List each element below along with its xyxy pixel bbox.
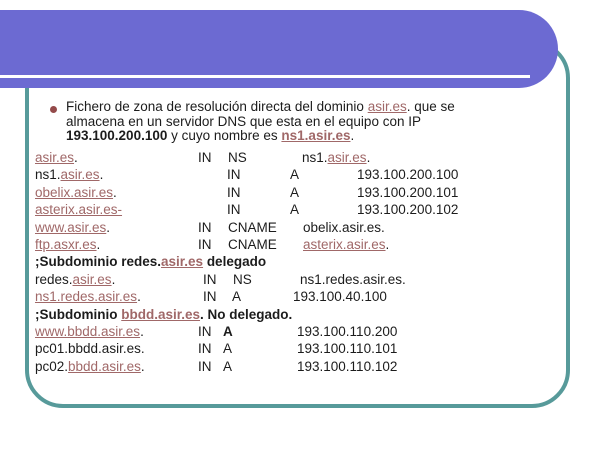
hyperlink[interactable]: asir.es bbox=[72, 271, 112, 287]
hyperlink[interactable]: asterix.asir.es bbox=[303, 236, 386, 252]
text-segment: redes. bbox=[35, 271, 73, 287]
record-field bbox=[357, 201, 458, 218]
text-segment: . bbox=[96, 236, 101, 252]
dns-record-line bbox=[35, 271, 406, 288]
hyperlink[interactable]: asir.es bbox=[60, 167, 100, 183]
record-field bbox=[203, 271, 217, 288]
record-field bbox=[290, 201, 299, 218]
text-segment: . que se bbox=[406, 99, 455, 114]
text-segment: . bbox=[350, 128, 355, 144]
text-segment: IN bbox=[198, 150, 212, 165]
text-segment: A bbox=[223, 341, 233, 357]
text-segment: IN bbox=[203, 289, 217, 305]
hyperlink[interactable]: ns1.redes.asir.es bbox=[35, 289, 138, 305]
dns-record-line bbox=[35, 306, 292, 323]
text-segment: ns1. bbox=[35, 167, 61, 183]
text-segment: pc02. bbox=[35, 358, 69, 374]
text-segment: . bbox=[74, 150, 78, 165]
text-segment: A bbox=[223, 358, 233, 374]
text-segment: . bbox=[111, 271, 116, 287]
record-field bbox=[223, 340, 232, 357]
record-field bbox=[290, 184, 299, 201]
record-field bbox=[303, 236, 389, 253]
text-segment: 193.100.40.100 bbox=[293, 289, 387, 305]
record-field bbox=[228, 219, 277, 236]
record-field bbox=[357, 166, 458, 183]
dns-record-line bbox=[35, 358, 398, 375]
record-field bbox=[35, 220, 110, 235]
record-field bbox=[232, 288, 241, 305]
dns-record-line bbox=[35, 201, 459, 218]
dns-record-line bbox=[35, 288, 387, 305]
record-field bbox=[35, 272, 115, 287]
dns-record-line bbox=[35, 323, 398, 340]
record-field bbox=[35, 202, 122, 217]
text-segment: ns1.redes.asir.es. bbox=[300, 271, 406, 287]
record-field bbox=[357, 184, 458, 201]
dns-record-line bbox=[35, 219, 385, 236]
record-field bbox=[198, 340, 212, 357]
record-field bbox=[35, 359, 145, 374]
record-field bbox=[35, 254, 266, 269]
bullet-icon bbox=[50, 106, 57, 113]
bullet-paragraph bbox=[66, 100, 546, 144]
text-segment: NS bbox=[233, 271, 252, 287]
text-segment: IN bbox=[203, 271, 217, 287]
hyperlink[interactable]: obelix.asir.es bbox=[35, 184, 114, 200]
record-field bbox=[227, 184, 241, 201]
text-segment: NS bbox=[228, 150, 247, 165]
dns-record-line bbox=[35, 149, 371, 166]
dns-record-line bbox=[35, 340, 398, 357]
text-segment: A bbox=[290, 167, 300, 183]
record-field bbox=[35, 237, 100, 252]
record-field bbox=[290, 166, 299, 183]
record-field bbox=[227, 166, 241, 183]
hyperlink[interactable]: asterix.asir.es- bbox=[35, 202, 123, 218]
record-field bbox=[302, 149, 370, 166]
record-field bbox=[300, 271, 406, 288]
record-field bbox=[227, 201, 241, 218]
text-segment: 193.100.110.101 bbox=[297, 341, 398, 357]
record-field bbox=[198, 358, 212, 375]
record-field bbox=[35, 307, 292, 322]
text-segment: 193.100.200.101 bbox=[357, 184, 459, 200]
record-field bbox=[35, 341, 145, 356]
text-segment: 193.100.110.200 bbox=[297, 323, 398, 339]
text-segment: IN bbox=[198, 358, 212, 374]
text-segment: y cuyo nombre es bbox=[167, 128, 282, 144]
paragraph-line bbox=[66, 100, 546, 115]
text-segment: ns1. bbox=[302, 150, 328, 165]
hyperlink[interactable]: asir.es bbox=[327, 150, 367, 165]
record-field bbox=[198, 236, 212, 253]
text-segment: . bbox=[200, 306, 208, 322]
hyperlink[interactable]: bbdd.asir.es bbox=[68, 358, 141, 374]
text-segment: 193.100.200.102 bbox=[357, 202, 459, 218]
record-field bbox=[35, 167, 103, 182]
record-field bbox=[35, 150, 78, 165]
text-segment: A bbox=[232, 289, 242, 305]
text-segment: IN bbox=[198, 323, 212, 339]
text-segment: IN bbox=[198, 219, 212, 235]
text-segment: IN bbox=[227, 202, 241, 218]
record-field bbox=[297, 323, 397, 340]
record-field bbox=[198, 149, 212, 166]
text-segment: . bbox=[385, 236, 390, 252]
hyperlink[interactable]: www.asir.es bbox=[35, 219, 107, 235]
hyperlink[interactable]: asir.es bbox=[35, 150, 75, 165]
dns-record-line bbox=[35, 253, 292, 270]
text-segment: ;Subdominio redes. bbox=[35, 254, 162, 270]
text-segment: CNAME bbox=[228, 219, 277, 235]
record-field bbox=[303, 219, 385, 236]
paragraph-line bbox=[66, 129, 546, 144]
text-segment: 193.100.110.102 bbox=[297, 358, 398, 374]
hyperlink[interactable]: ns1.asir.es bbox=[281, 128, 351, 144]
text-segment: Fichero de zona de resolución directa del dominio bbox=[66, 99, 368, 114]
text-segment: pc01.bbdd.asir.es. bbox=[35, 341, 145, 357]
record-field bbox=[198, 323, 212, 340]
record-field bbox=[297, 358, 397, 375]
paragraph-line bbox=[66, 115, 546, 130]
hyperlink[interactable]: www.bbdd.asir.es bbox=[35, 323, 141, 339]
text-segment: . bbox=[366, 150, 371, 165]
record-field bbox=[297, 340, 397, 357]
record-field bbox=[35, 324, 144, 339]
record-field bbox=[233, 271, 252, 288]
dns-record-line bbox=[35, 166, 459, 183]
record-field bbox=[198, 219, 212, 236]
record-field bbox=[203, 288, 217, 305]
text-segment: . bbox=[140, 323, 144, 339]
record-field bbox=[35, 289, 141, 304]
text-segment: . bbox=[113, 184, 117, 200]
text-segment: . bbox=[137, 289, 141, 305]
text-segment: IN bbox=[227, 167, 241, 183]
record-field bbox=[228, 149, 247, 166]
hyperlink[interactable]: asir.es bbox=[367, 99, 407, 114]
text-segment: A bbox=[290, 184, 300, 200]
text-segment: delegado bbox=[203, 254, 267, 270]
text-segment: A bbox=[290, 202, 300, 218]
text-segment: 193.100.200.100 bbox=[66, 128, 168, 144]
hyperlink[interactable]: asir.es bbox=[161, 254, 204, 270]
text-segment: IN bbox=[227, 184, 241, 200]
text-segment: . bbox=[140, 358, 145, 374]
dns-record-line bbox=[35, 184, 459, 201]
text-segment: A bbox=[223, 323, 233, 339]
text-segment: IN bbox=[198, 341, 212, 357]
text-segment: CNAME bbox=[228, 236, 277, 252]
text-segment: obelix.asir.es. bbox=[303, 219, 385, 235]
hyperlink[interactable]: ftp.asxr.es bbox=[35, 236, 97, 252]
dns-zone-records bbox=[35, 149, 459, 375]
text-segment: . bbox=[106, 219, 111, 235]
text-segment: IN bbox=[198, 236, 212, 252]
record-field bbox=[293, 288, 387, 305]
record-field bbox=[228, 236, 277, 253]
text-segment: . bbox=[99, 167, 104, 183]
text-segment: No delegado. bbox=[207, 306, 293, 322]
record-field bbox=[223, 323, 233, 340]
dns-record-line bbox=[35, 236, 390, 253]
record-field bbox=[223, 358, 232, 375]
text-segment: ;Subdominio bbox=[35, 306, 122, 322]
hyperlink[interactable]: bbdd.asir.es bbox=[121, 306, 201, 322]
text-segment: almacena en un servidor DNS que esta en el equipo con IP bbox=[66, 113, 421, 129]
text-segment: 193.100.200.100 bbox=[357, 167, 459, 183]
record-field bbox=[35, 185, 117, 200]
